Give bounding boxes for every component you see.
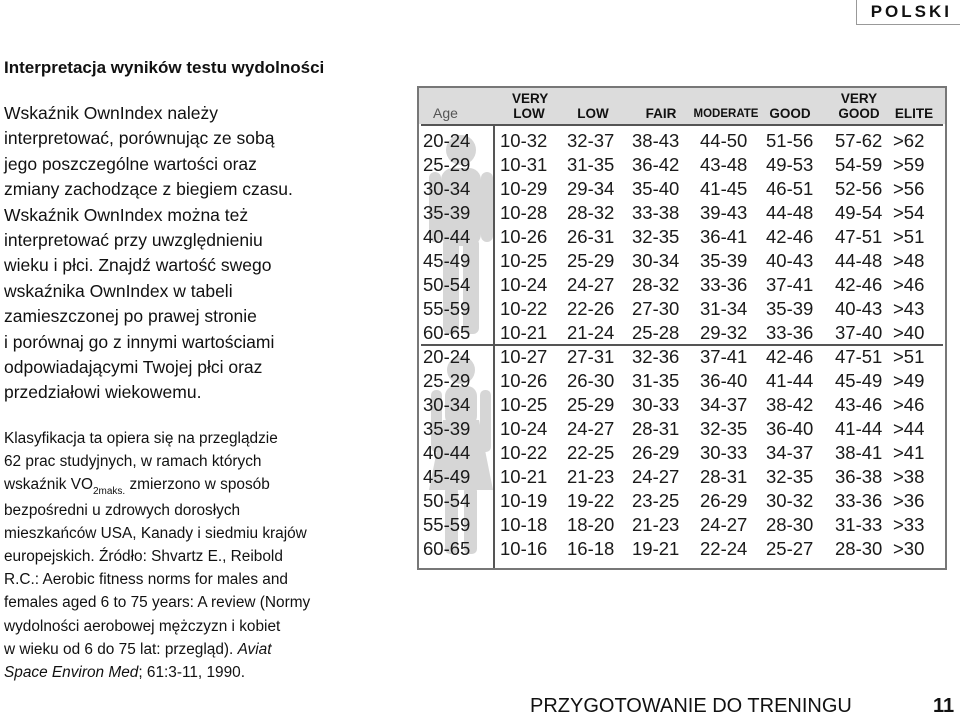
score-cell: 33-36 (700, 274, 748, 295)
score-cell: >30 (893, 538, 925, 559)
score-cell: 54-59 (835, 154, 883, 175)
score-cell: 21-24 (567, 322, 615, 343)
score-cell: 10-21 (500, 466, 548, 487)
score-cell: >44 (893, 418, 925, 439)
score-cell: 16-18 (567, 538, 615, 559)
score-cell: 35-39 (766, 298, 814, 319)
details-line: w wieku od 6 do 75 lat: przegląd). (4, 640, 238, 658)
score-cell: 43-46 (835, 394, 883, 415)
details-line: mieszkańców USA, Kanady i siedmiu krajów (4, 524, 307, 542)
score-cell: 27-31 (567, 346, 615, 367)
header-very-good-2: GOOD (838, 106, 880, 121)
score-cell: 28-32 (567, 202, 615, 223)
score-cell: 37-40 (835, 322, 883, 343)
score-cell: 26-30 (567, 370, 615, 391)
score-cell: 41-45 (700, 178, 748, 199)
score-cell: 31-34 (700, 298, 748, 319)
score-cell: 31-35 (567, 154, 615, 175)
score-cell: 52-56 (835, 178, 883, 199)
score-cell: 49-54 (835, 202, 883, 223)
score-cell: 26-29 (632, 442, 680, 463)
intro-line: i porównaj go z innymi wartościami (4, 331, 275, 352)
score-cell: >46 (893, 274, 925, 295)
score-cell: 42-46 (766, 226, 814, 247)
score-cell: 25-28 (632, 322, 680, 343)
score-cell: 37-41 (766, 274, 814, 295)
score-cell: 32-35 (766, 466, 814, 487)
header-very-good-1: VERY (840, 91, 878, 106)
score-cell: 10-29 (500, 178, 548, 199)
score-cell: 10-21 (500, 322, 548, 343)
age-range-cell: 30-34 (423, 394, 471, 415)
score-cell: 32-36 (632, 346, 680, 367)
intro-line: przedziałowi wiekowemu. (4, 382, 202, 403)
score-cell: 25-29 (567, 250, 615, 271)
intro-line: odpowiadającymi Twojej płci oraz (4, 357, 263, 378)
details-line: bezpośredni u zdrowych dorosłych (4, 501, 241, 519)
score-cell: 35-40 (632, 178, 680, 199)
age-range-cell: 55-59 (423, 298, 471, 319)
details-paragraph (4, 427, 399, 684)
score-cell: 24-27 (567, 274, 615, 295)
header-good: GOOD (769, 106, 811, 121)
score-cell: 10-26 (500, 370, 548, 391)
score-cell: 33-36 (766, 322, 814, 343)
score-cell: 27-30 (632, 298, 680, 319)
age-range-cell: 60-65 (423, 322, 471, 343)
score-cell: 10-32 (500, 130, 548, 151)
score-cell: >33 (893, 514, 925, 535)
score-cell: 49-53 (766, 154, 814, 175)
age-range-cell: 45-49 (423, 466, 471, 487)
score-cell: 10-28 (500, 202, 548, 223)
header-very-low-1: VERY (512, 91, 549, 106)
age-range-cell: 20-24 (423, 130, 471, 151)
score-cell: 28-31 (632, 418, 680, 439)
score-cell: >49 (893, 370, 925, 391)
score-cell: 26-29 (700, 490, 748, 511)
table-header (419, 88, 945, 124)
score-cell: 24-27 (632, 466, 680, 487)
score-cell: 10-25 (500, 250, 548, 271)
intro-line: Wskaźnik OwnIndex należy (4, 103, 218, 123)
score-cell: >48 (893, 250, 925, 271)
age-range-cell: 20-24 (423, 346, 471, 367)
age-range-cell: 55-59 (423, 514, 471, 535)
intro-line: interpretować, porównując ze sobą (4, 128, 275, 149)
score-cell: 19-22 (567, 490, 615, 511)
age-range-cell: 25-29 (423, 154, 471, 175)
score-cell: 38-43 (632, 130, 680, 151)
score-cell: 32-37 (567, 130, 615, 151)
journal-name: Aviat (237, 640, 272, 658)
score-cell: 10-26 (500, 226, 548, 247)
header-age: Age (433, 105, 458, 121)
score-cell: >62 (893, 130, 925, 151)
score-cell: 24-27 (567, 418, 615, 439)
score-cell: 24-27 (700, 514, 748, 535)
vo2-subscript: 2maks. (92, 486, 126, 498)
score-cell: 44-48 (766, 202, 814, 223)
intro-line: wskaźnika OwnIndex w tabeli (4, 280, 233, 301)
age-range-cell: 40-44 (423, 442, 471, 463)
score-cell: 22-26 (567, 298, 615, 319)
score-cell: 10-22 (500, 442, 548, 463)
score-cell: 25-27 (766, 538, 814, 559)
score-cell: 29-34 (567, 178, 615, 199)
score-cell: 28-30 (835, 538, 883, 559)
score-cell: >51 (893, 346, 925, 367)
age-range-cell: 25-29 (423, 370, 471, 391)
section-title: Interpretacja wyników testu wydolności (4, 58, 325, 77)
score-cell: 46-51 (766, 178, 814, 199)
score-cell: 28-32 (632, 274, 680, 295)
score-cell: 10-18 (500, 514, 548, 535)
details-line: zmierzono w sposób (125, 476, 270, 494)
score-cell: >46 (893, 394, 925, 415)
intro-paragraph (4, 101, 399, 406)
score-cell: 41-44 (766, 370, 814, 391)
intro-line: wieku i płci. Znajdź wartość swego (4, 255, 272, 276)
score-cell: 32-35 (632, 226, 680, 247)
score-cell: 33-38 (632, 202, 680, 223)
details-line: females aged 6 to 75 years: A review (Normy (4, 594, 311, 612)
score-cell: 28-30 (766, 514, 814, 535)
score-cell: >36 (893, 490, 925, 511)
score-cell: 51-56 (766, 130, 814, 151)
score-cell: 41-44 (835, 418, 883, 439)
score-cell: 40-43 (766, 250, 814, 271)
score-cell: 21-23 (567, 466, 615, 487)
score-cell: 36-40 (766, 418, 814, 439)
intro-line: zmiany zachodzące z biegiem czasu. (4, 179, 293, 200)
score-cell: 10-24 (500, 418, 548, 439)
score-cell: 10-31 (500, 154, 548, 175)
score-cell: 30-32 (766, 490, 814, 511)
age-range-cell: 50-54 (423, 274, 471, 295)
age-column-divider (493, 124, 495, 568)
score-cell: 38-42 (766, 394, 814, 415)
score-cell: 29-32 (700, 322, 748, 343)
age-range-cell: 45-49 (423, 250, 471, 271)
details-line: 62 prac studyjnych, w ramach których (4, 453, 262, 471)
score-cell: 26-31 (567, 226, 615, 247)
score-cell: 47-51 (835, 226, 883, 247)
score-cell: >38 (893, 466, 925, 487)
score-cell: 36-38 (835, 466, 883, 487)
intro-line: jego poszczególne wartości oraz (4, 153, 257, 174)
score-cell: 10-24 (500, 274, 548, 295)
score-cell: 30-33 (632, 394, 680, 415)
details-line: ; 61:3-11, 1990. (138, 664, 246, 682)
header-separator (421, 124, 943, 126)
journal-name: Space Environ Med (4, 664, 139, 682)
score-cell: 30-34 (632, 250, 680, 271)
score-cell: >51 (893, 226, 925, 247)
intro-line: interpretować przy uwzględnieniu (4, 230, 263, 251)
score-cell: 19-21 (632, 538, 680, 559)
age-range-cell: 60-65 (423, 538, 471, 559)
details-line: Klasyfikacja ta opiera się na przeglądzie (4, 430, 278, 447)
score-cell: >54 (893, 202, 925, 223)
score-cell: 45-49 (835, 370, 883, 391)
score-cell: 43-48 (700, 154, 748, 175)
score-cell: 47-51 (835, 346, 883, 367)
score-cell: 25-29 (567, 394, 615, 415)
age-range-cell: 50-54 (423, 490, 471, 511)
score-cell: 10-22 (500, 298, 548, 319)
score-cell: 21-23 (632, 514, 680, 535)
age-range-cell: 35-39 (423, 418, 471, 439)
score-cell: 44-48 (835, 250, 883, 271)
score-cell: 34-37 (700, 394, 748, 415)
score-cell: 44-50 (700, 130, 748, 151)
intro-line: Wskaźnik OwnIndex można też (4, 204, 249, 225)
score-cell: 28-31 (700, 466, 748, 487)
score-cell: 34-37 (766, 442, 814, 463)
score-cell: 36-42 (632, 154, 680, 175)
score-cell: 10-19 (500, 490, 548, 511)
score-cell: 40-43 (835, 298, 883, 319)
score-cell: 42-46 (766, 346, 814, 367)
page-number: 11 (933, 695, 955, 717)
score-cell: 31-35 (632, 370, 680, 391)
intro-line: zamieszczonej po prawej stronie (4, 306, 257, 327)
language-tag: POLSKI (856, 0, 960, 25)
footer-label: PRZYGOTOWANIE DO TRENINGU (530, 695, 852, 717)
details-line: R.C.: Aerobic fitness norms for males and (4, 571, 288, 589)
score-cell: >43 (893, 298, 925, 319)
score-cell: 42-46 (835, 274, 883, 295)
score-cell: 35-39 (700, 250, 748, 271)
details-line: wydolności aerobowej mężczyzn i kobiet (4, 617, 281, 635)
score-cell: 30-33 (700, 442, 748, 463)
score-cell: 39-43 (700, 202, 748, 223)
details-line: europejskich. Źródło: Shvartz E., Reibold (4, 548, 283, 566)
score-cell: 57-62 (835, 130, 883, 151)
score-cell: 33-36 (835, 490, 883, 511)
score-cell: 18-20 (567, 514, 615, 535)
header-fair: FAIR (645, 106, 677, 121)
details-line: wskaźnik VO (4, 476, 93, 494)
age-range-cell: 35-39 (423, 202, 471, 223)
score-cell: 10-16 (500, 538, 548, 559)
header-elite: ELITE (894, 106, 934, 121)
age-range-cell: 40-44 (423, 226, 471, 247)
score-cell: 36-40 (700, 370, 748, 391)
score-cell: 32-35 (700, 418, 748, 439)
header-very-low-2: LOW (513, 106, 545, 121)
score-cell: 10-25 (500, 394, 548, 415)
score-cell: 23-25 (632, 490, 680, 511)
header-moderate: MODERATE (693, 108, 759, 120)
score-cell: 38-41 (835, 442, 883, 463)
score-cell: >41 (893, 442, 925, 463)
score-cell: 31-33 (835, 514, 883, 535)
score-cell: >59 (893, 154, 925, 175)
header-low: LOW (577, 106, 609, 121)
score-cell: 22-25 (567, 442, 615, 463)
score-cell: 10-27 (500, 346, 548, 367)
score-cell: 22-24 (700, 538, 748, 559)
score-cell: >40 (893, 322, 925, 343)
fitness-norms-table (417, 86, 947, 570)
score-cell: >56 (893, 178, 925, 199)
score-cell: 36-41 (700, 226, 748, 247)
age-range-cell: 30-34 (423, 178, 471, 199)
score-cell: 37-41 (700, 346, 748, 367)
